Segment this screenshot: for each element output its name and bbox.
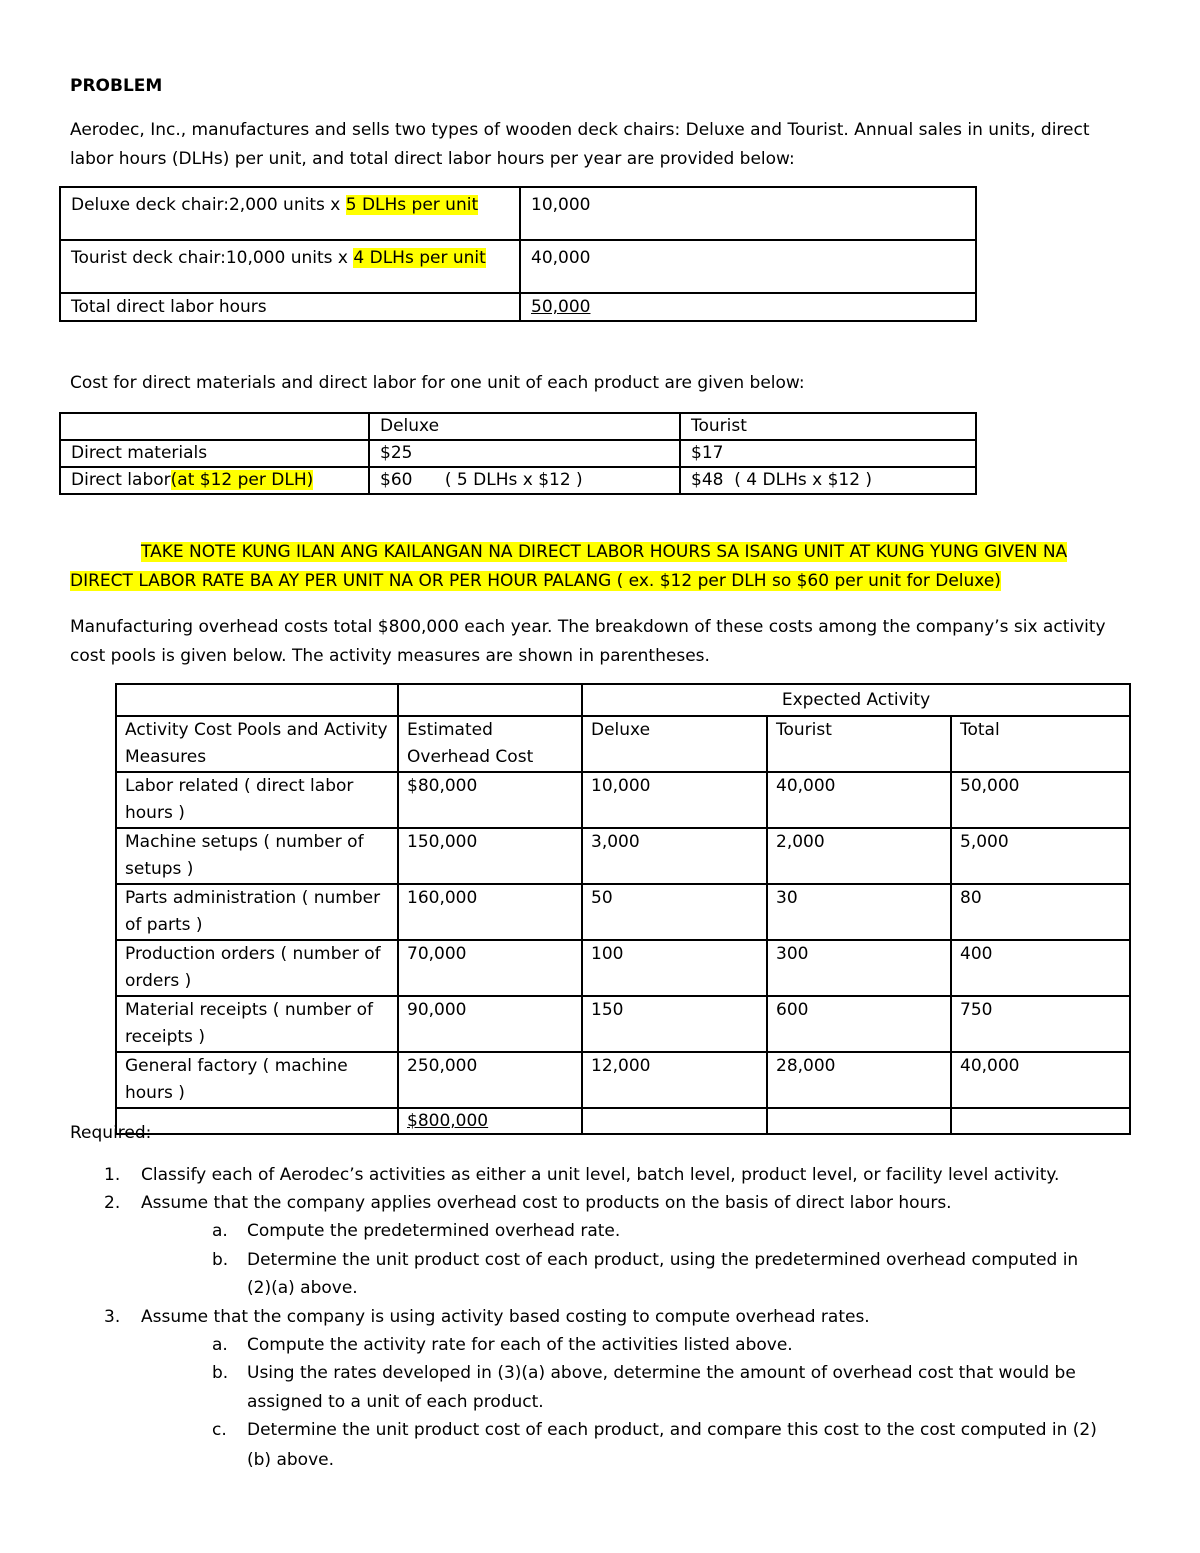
required-label: Required: [70,1123,152,1143]
page-title: PROBLEM [70,76,163,96]
required-item-2a: Compute the predetermined overhead rate. [247,1221,621,1241]
dlh-label-total: Total direct labor hours [60,293,520,321]
overhead-text-line-2: cost pools is given below. The activity measures are shown in parentheses. [70,646,710,666]
cost-label-dl: Direct labor(at $12 per DLH) [60,467,369,494]
dlh-table [59,186,977,322]
table-row [60,440,976,467]
col-total-header: Total [951,716,1130,772]
dlh-label-tourist: Tourist deck chair:10,000 units x 4 DLHs per unit [60,240,520,293]
col-pool-header: Activity Cost Pools and Activity Measures [116,716,398,772]
cost-header-blank [60,413,369,440]
expected-activity-header: Expected Activity [582,684,1130,716]
table-row [116,1108,1130,1134]
table-row [60,187,976,240]
table-row [60,467,976,494]
table-row [60,413,976,440]
required-item-3c-line-2: (b) above. [247,1450,334,1470]
dlh-label-deluxe: Deluxe deck chair:2,000 units x 5 DLHs per unit [60,187,520,240]
table-row: Labor related ( direct labor hours ) $80,000 10,000 40,000 50,000 [116,772,1130,828]
dlh-value-total: 50,000 [520,293,976,321]
cost-dl-deluxe: $60 ( 5 DLHs x $12 ) [369,467,680,494]
table-row [116,716,1130,772]
required-item-2b-line-1: Determine the unit product cost of each product, using the predetermined overhead computed in [247,1250,1079,1270]
table-row: Material receipts ( number of receipts ) 90,000 150 600 750 [116,996,1130,1052]
intro-text-line-2: labor hours (DLHs) per unit, and total direct labor hours per year are provided below: [70,149,795,169]
table-row [116,684,1130,716]
required-item-3c-line-1: Determine the unit product cost of each product, and compare this cost to the cost computed in (2) [247,1420,1097,1440]
cost-header-deluxe: Deluxe [369,413,680,440]
dlh-value-deluxe: 10,000 [520,187,976,240]
dlh-highlight: 5 DLHs per unit [345,195,479,215]
table-row [60,240,976,293]
dl-rate-highlight: (at $12 per DLH) [170,470,314,490]
cost-dl-tourist: $48 ( 4 DLHs x $12 ) [680,467,976,494]
table-row: General factory ( machine hours ) 250,000 12,000 28,000 40,000 [116,1052,1130,1108]
required-item-2: Assume that the company applies overhead cost to products on the basis of direct labor hours. [141,1193,952,1213]
col-cost-header: Estimated Overhead Cost [398,716,582,772]
activity-table [115,683,1131,1135]
col-deluxe-header: Deluxe [582,716,767,772]
take-note-line-2: DIRECT LABOR RATE BA AY PER UNIT NA OR PER HOUR PALANG ( ex. $12 per DLH so $60 per unit for Deluxe) [70,571,1001,591]
required-item-3b-line-1: Using the rates developed in (3)(a) above, determine the amount of overhead cost that would be [247,1363,1076,1383]
cost-label-dm: Direct materials [60,440,369,467]
table-row: Parts administration ( number of parts ) 160,000 50 30 80 [116,884,1130,940]
table-row: Machine setups ( number of setups ) 150,000 3,000 2,000 5,000 [116,828,1130,884]
required-item-1: Classify each of Aerodec’s activities as either a unit level, batch level, product level, or facility level activity. [141,1165,1060,1185]
cost-header-tourist: Tourist [680,413,976,440]
col-tourist-header: Tourist [767,716,951,772]
dlh-highlight: 4 DLHs per unit [353,248,486,268]
cost-table [59,412,977,495]
overhead-text-line-1: Manufacturing overhead costs total $800,000 each year. The breakdown of these costs among the company’s six activity [70,617,1106,637]
required-item-3: Assume that the company is using activity based costing to compute overhead rates. [141,1307,870,1327]
intro-text-line-1: Aerodec, Inc., manufactures and sells two types of wooden deck chairs: Deluxe and Tourist. Annual sales in units, direct [70,120,1090,140]
table-row: Production orders ( number of orders ) 70,000 100 300 400 [116,940,1130,996]
required-item-2b-line-2: (2)(a) above. [247,1278,358,1298]
take-note-line-1: TAKE NOTE KUNG ILAN ANG KAILANGAN NA DIRECT LABOR HOURS SA ISANG UNIT AT KUNG YUNG GIVEN NA [141,542,1068,562]
cost-dm-deluxe: $25 [369,440,680,467]
table-row [60,293,976,321]
total-overhead-cost: $800,000 [398,1108,582,1134]
cost-intro-text: Cost for direct materials and direct labor for one unit of each product are given below: [70,373,805,393]
required-item-3b-line-2: assigned to a unit of each product. [247,1392,544,1412]
cost-dm-tourist: $17 [680,440,976,467]
required-item-3a: Compute the activity rate for each of the activities listed above. [247,1335,793,1355]
dlh-value-tourist: 40,000 [520,240,976,293]
